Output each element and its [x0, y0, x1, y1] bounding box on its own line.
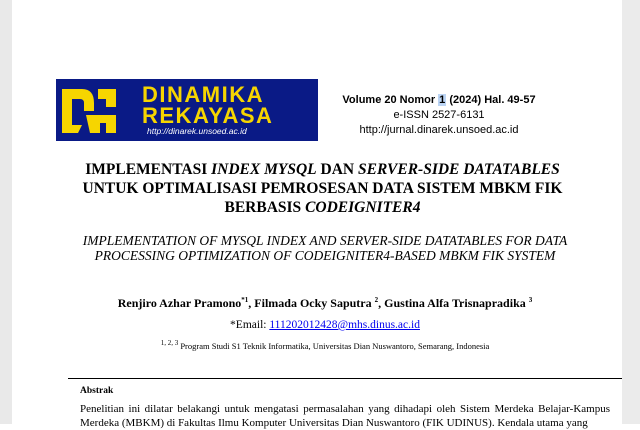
title-part: CODEIGNITER4 — [305, 199, 421, 216]
logo-title-line2: REKAYASA — [142, 103, 274, 128]
author-name: Filmada Ocky Saputra — [254, 296, 375, 310]
author-sup: 3 — [528, 296, 533, 304]
volume-prefix: Volume 20 Nomor — [342, 94, 439, 106]
title-part: UNTUK OPTIMALISASI PEMROSESAN DATA SISTEM MBKM FIK BERBASIS — [82, 180, 563, 216]
abstract-text: Penelitian ini dilatar belakangi untuk mengatasi permasalahan yang dihadapi oleh Sistem Merdeka Belajar-Kampus Merdeka (MBKM) di Fakultas Ilmu Komputer Universitas Dian Nuswantoro (FIK UDINUS). Kendala utama yang — [80, 403, 610, 429]
title-part: INDEX MYSQL — [211, 161, 317, 178]
author-list: Renjiro Azhar Pramono$^{*1}$, Filmada Ocky Saputra $^2$, Gustina Alfa Trisnapradika $^3$ — [117, 296, 533, 310]
affiliation-text: Program Studi S1 Teknik Informatika, Universitas Dian Nuswantoro, Semarang, Indonesia — [178, 340, 490, 351]
email-link[interactable]: 111202012428@mhs.dinus.ac.id — [269, 319, 420, 331]
section-divider — [68, 378, 622, 379]
journal-logo — [56, 79, 318, 141]
author-sup: 2 — [374, 296, 379, 304]
title-part: IMPLEMENTASI — [85, 161, 212, 178]
viewer-margin-right — [622, 0, 640, 424]
journal-website: http://jurnal.dinarek.unsoed.ac.id — [359, 124, 519, 136]
email-label: *Email: — [230, 319, 270, 331]
paper-title — [70, 160, 575, 217]
logo-title-line1: DINAMIKA — [142, 82, 264, 107]
logo-mark-icon — [60, 85, 118, 135]
volume-suffix: (2024) Hal. 49-57 — [446, 94, 536, 106]
logo-url: http://dinarek.unsoed.ac.id — [147, 126, 247, 136]
affiliation-sup: 1, 2, 3 — [160, 339, 179, 347]
paper-subtitle-english: IMPLEMENTATION OF MYSQL INDEX AND SERVER-SIDE DATATABLES FOR DATA PROCESSING OPTIMIZATION OF CODEIGNITER4-BASED MBKM FIK SYSTEM — [82, 233, 568, 263]
volume-line — [330, 93, 548, 108]
corresponding-email — [60, 319, 590, 331]
journal-meta — [330, 93, 548, 138]
title-part: DAN — [316, 161, 358, 178]
eissn: e-ISSN 2527-6131 — [393, 109, 485, 121]
abstract-heading: Abstrak — [80, 386, 114, 396]
author-name: Renjiro Azhar Pramono — [117, 296, 242, 310]
affiliation — [60, 339, 590, 351]
volume-number-highlight: 1 — [439, 94, 446, 106]
author-name: Gustina Alfa Trisnapradika — [384, 296, 529, 310]
author-sup: *1 — [241, 296, 249, 304]
viewer-margin-left — [0, 0, 12, 424]
title-part: SERVER-SIDE DATATABLES — [358, 161, 560, 178]
